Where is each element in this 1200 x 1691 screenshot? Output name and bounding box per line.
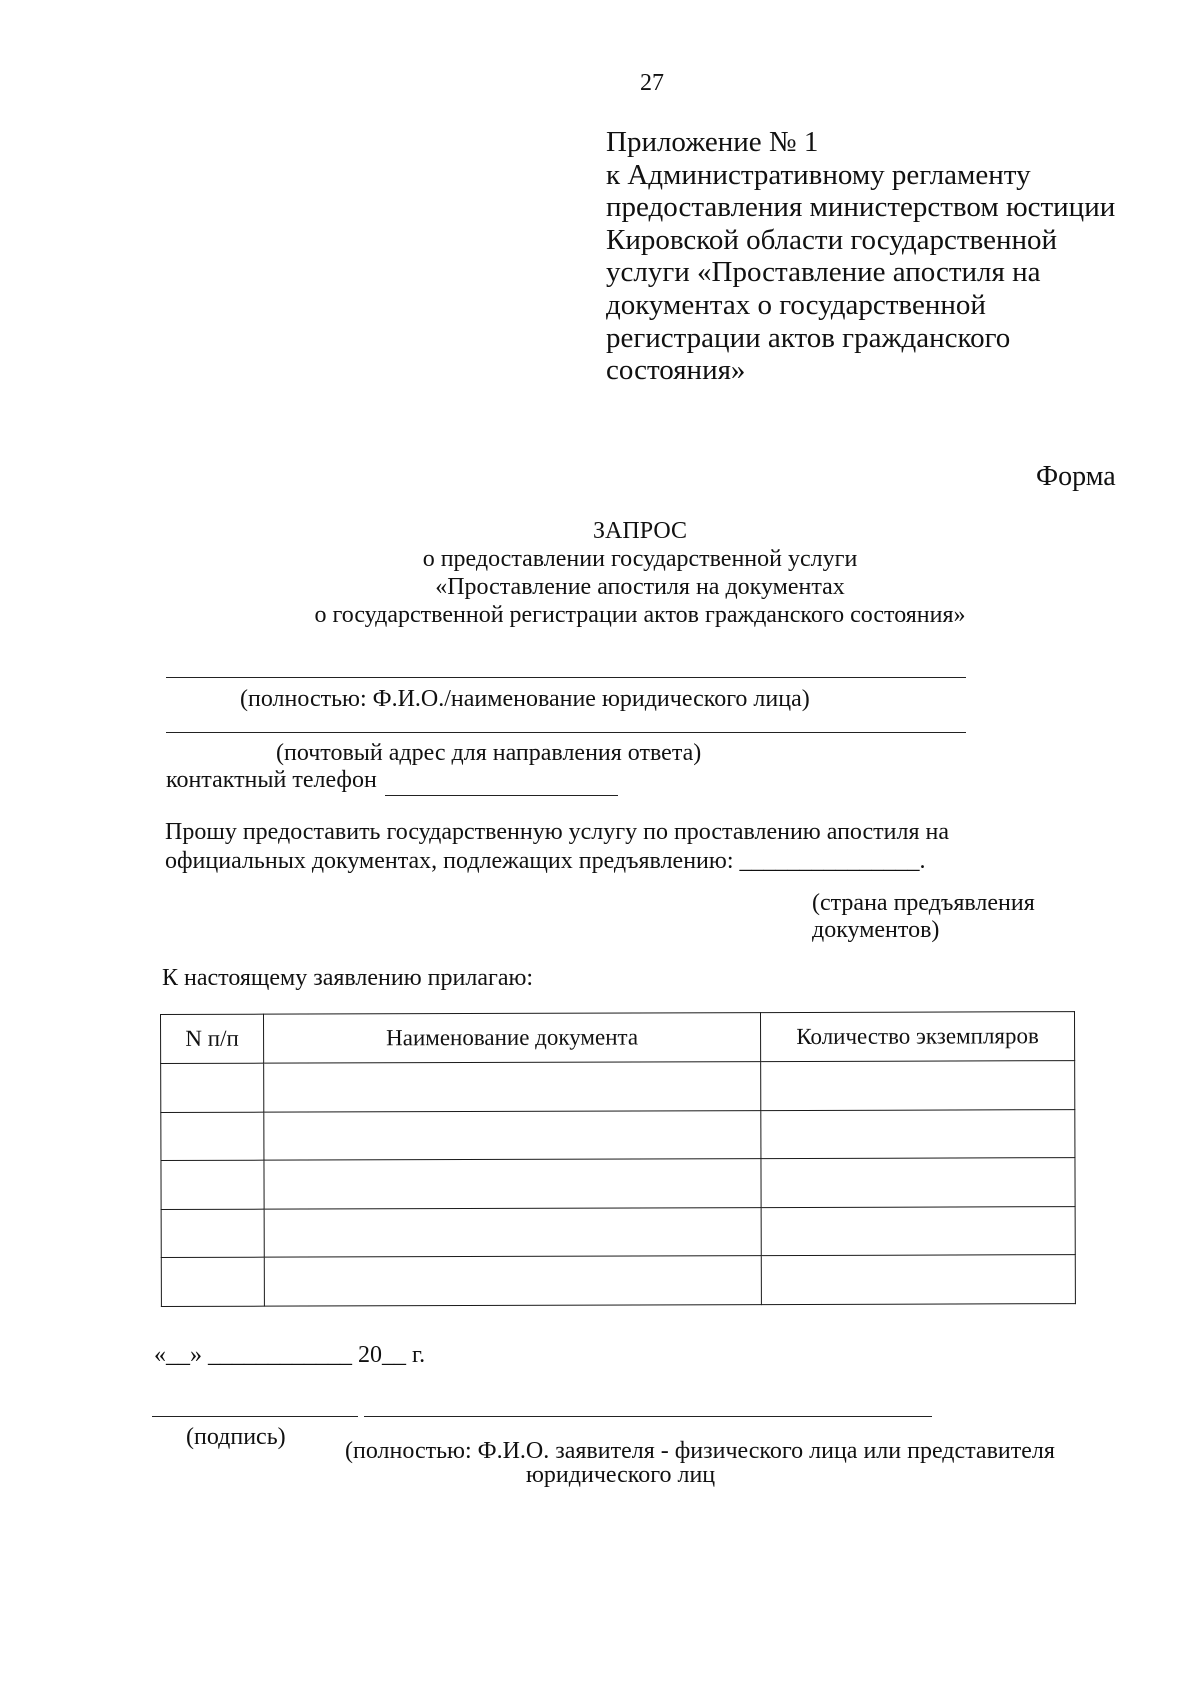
table-cell-number[interactable] [161, 1063, 264, 1112]
signer-name-caption-line: (полностью: Ф.И.О. заявителя - физического лица или представителя [345, 1438, 1055, 1464]
form-label: Форма [1036, 461, 1116, 492]
table-cell-copies[interactable] [761, 1158, 1075, 1207]
country-caption-line: документов) [812, 917, 940, 943]
appendix-line: состояния» [606, 354, 746, 387]
country-caption-line: (страна предъявления [812, 890, 1035, 916]
attachments-intro: К настоящему заявлению прилагаю: [162, 965, 534, 991]
request-subtitle-line: о государственной регистрации актов гражданского состояния» [314, 602, 966, 628]
signature-caption: (подпись) [186, 1424, 286, 1450]
table-cell-document-name[interactable] [264, 1256, 761, 1306]
applicant-name-line[interactable] [166, 677, 966, 678]
table-cell-copies[interactable] [761, 1255, 1075, 1304]
request-paragraph [165, 818, 949, 876]
appendix-line: предоставления министерством юстиции [606, 191, 1116, 224]
applicant-name-caption: (полностью: Ф.И.О./наименование юридического лица) [240, 686, 810, 712]
appendix-line: документах о государственной [606, 288, 986, 321]
postal-address-line[interactable] [166, 732, 966, 733]
signer-name-line[interactable] [364, 1416, 932, 1417]
appendix-line: Кировской области государственной [606, 223, 1058, 256]
request-paragraph-line: Прошу предоставить государственную услугу по проставлению апостиля на [165, 819, 950, 845]
table-cell-document-name[interactable] [264, 1110, 761, 1160]
contact-phone-label: контактный телефон [166, 767, 377, 793]
column-header-document-name: Наименование документа [264, 1013, 761, 1064]
date-line: «__» ____________ 20__ г. [154, 1342, 426, 1368]
table-cell-copies[interactable] [761, 1206, 1075, 1255]
attachments-table [160, 1011, 1076, 1306]
request-title: ЗАПРОС [593, 518, 687, 544]
request-subtitle-line: «Проставление апостиля на документах [435, 574, 845, 600]
table-row [161, 1158, 1075, 1209]
appendix-block [606, 126, 1115, 387]
table-header-row [161, 1012, 1075, 1064]
table-cell-document-name[interactable] [264, 1207, 761, 1257]
table-row [161, 1061, 1075, 1112]
table-cell-number[interactable] [161, 1112, 264, 1161]
appendix-line: регистрации актов гражданского [606, 321, 1011, 354]
appendix-line: услуги «Проставление апостиля на [606, 256, 1041, 289]
column-header-copies: Количество экземпляров [760, 1012, 1074, 1062]
signature-line[interactable] [152, 1416, 358, 1417]
request-heading [250, 517, 1030, 629]
table-cell-document-name[interactable] [264, 1062, 761, 1112]
appendix-line: к Административному регламенту [606, 158, 1031, 191]
signer-name-caption-line: юридического лиц [526, 1462, 716, 1488]
table-row [161, 1255, 1075, 1306]
table-cell-number[interactable] [161, 1209, 264, 1258]
contact-phone-line[interactable] [385, 795, 618, 796]
page-number: 27 [640, 70, 664, 96]
table-cell-copies[interactable] [761, 1061, 1075, 1110]
table-cell-document-name[interactable] [264, 1159, 761, 1209]
postal-address-caption: (почтовый адрес для направления ответа) [276, 740, 702, 766]
table-row [161, 1206, 1075, 1257]
country-caption [812, 890, 1035, 944]
table-cell-number[interactable] [161, 1160, 264, 1209]
request-subtitle-line: о предоставлении государственной услуги [422, 546, 858, 572]
table-cell-copies[interactable] [761, 1109, 1075, 1158]
table-cell-number[interactable] [161, 1257, 264, 1306]
request-paragraph-line: официальных документах, подлежащих предъявлению: _______________. [165, 848, 926, 874]
column-header-number: N п/п [161, 1014, 264, 1063]
appendix-line: Приложение № 1 [606, 126, 819, 158]
table-row [161, 1109, 1075, 1160]
